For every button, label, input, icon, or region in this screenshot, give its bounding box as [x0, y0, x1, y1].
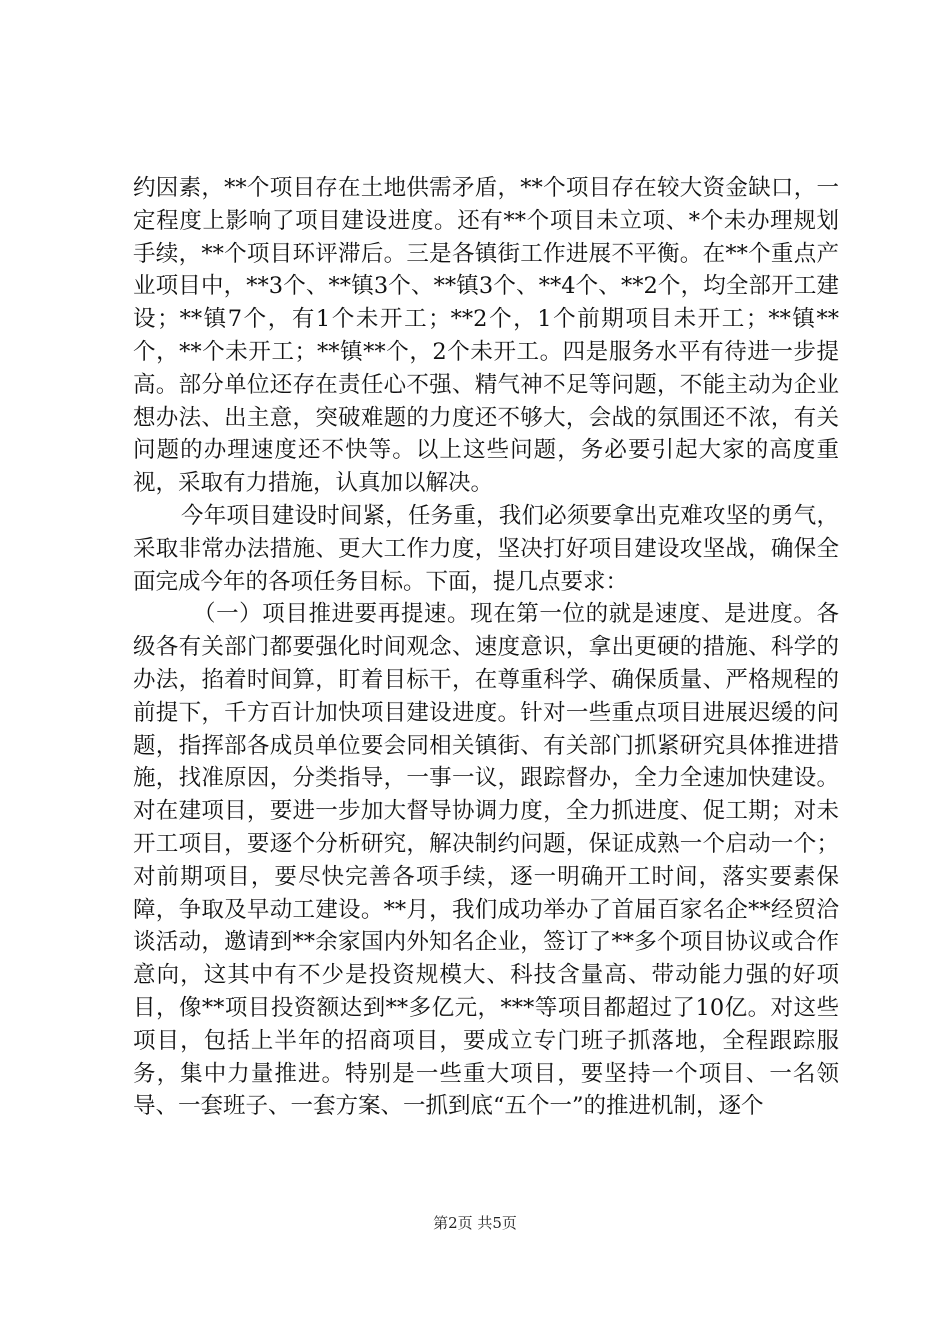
page-number-footer: 第2页 共5页	[433, 1214, 517, 1232]
document-body	[133, 172, 839, 1123]
paragraph-2: 今年项目建设时间紧，任务重，我们必须要拿出克难攻坚的勇气，采取非常办法措施、更大工作力度，坚决打好项目建设攻坚战，确保全面完成今年的各项任务目标。下面，提几点要求：	[133, 502, 839, 595]
paragraph-3: （一）项目推进要再提速。现在第一位的就是速度、是进度。各级各有关部门都要强化时间观念、速度意识，拿出更硬的措施、科学的办法，掐着时间算，盯着目标干，在尊重科学、确保质量、严格规程的前提下，千方百计加快项目建设进度。针对一些重点项目进展迟缓的问题，指挥部各成员单位要会同相关镇街、有关部门抓紧研究具体推进措施，找准原因，分类指导，一事一议，跟踪督办，全力全速加快建设。对在建项目，要进一步加大督导协调力度，全力抓进度、促工期；对未开工项目，要逐个分析研究，解决制约问题，保证成熟一个启动一个；对前期项目，要尽快完善各项手续，逐一明确开工时间，落实要素保障，争取及早动工建设。**月，我们成功举办了首届百家名企**经贸洽谈活动，邀请到**余家国内外知名企业，签订了**多个项目协议或合作意向，这其中有不少是投资规模大、科技含量高、带动能力强的好项目，像**项目投资额达到**多亿元，***等项目都超过了10亿。对这些项目，包括上半年的招商项目，要成立专门班子抓落地，全程跟踪服务，集中力量推进。特别是一些重大项目，要坚持一个项目、一名领导、一套班子、一套方案、一抓到底“五个一”的推进机制，逐个	[133, 601, 839, 1120]
paragraph-1: 约因素，**个项目存在土地供需矛盾，**个项目存在较大资金缺口，一定程度上影响了项目建设进度。还有**个项目未立项、*个未办理规划手续，**个项目环评滞后。三是各镇街工作进展不平衡。在**个重点产业项目中，**3个、**镇3个、**镇3个、**4个、**2个，均全部开工建设；**镇7个，有1个未开工；**2个，1个前期项目未开工；**镇**个，**个未开工；**镇**个，2个未开工。四是服务水平有待进一步提高。部分单位还存在责任心不强、精气神不足等问题，不能主动为企业想办法、出主意，突破难题的力度还不够大，会战的氛围还不浓，有关问题的办理速度还不快等。以上这些问题，务必要引起大家的高度重视，采取有力措施，认真加以解决。	[133, 175, 839, 497]
